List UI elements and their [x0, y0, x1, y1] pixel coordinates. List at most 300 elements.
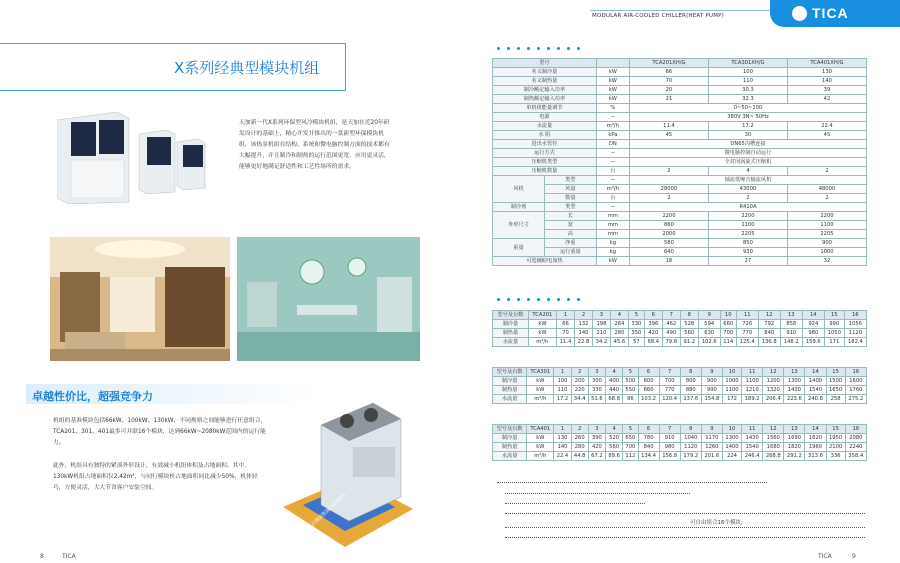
count-cell: 8 [680, 425, 701, 434]
value-cell: 91.2 [680, 338, 698, 347]
value-cell: 2240 [845, 443, 866, 452]
value-cell: 17.2 [708, 122, 787, 131]
row-label: 宽 [544, 221, 596, 230]
row-label: 类型 [544, 203, 596, 212]
value-cell: 910 [659, 434, 680, 443]
row-label: 风量 [544, 185, 596, 194]
value-cell: 990 [701, 386, 722, 395]
count-cell: 7 [659, 368, 680, 377]
count-cell: 16 [844, 311, 866, 320]
value-cell: 154.8 [701, 395, 722, 404]
value-cell: 291.2 [784, 452, 805, 461]
row-group-label: 制冷剂 [493, 203, 545, 212]
value-cell: 1430 [742, 434, 763, 443]
count-cell: 13 [784, 425, 805, 434]
row-label: 压缩机数量 [493, 167, 597, 176]
row-group-label: 外形尺寸 [493, 212, 545, 239]
value-cell: 206.4 [763, 395, 784, 404]
value-cell: 1540 [742, 443, 763, 452]
value-cell: 34.4 [571, 395, 588, 404]
value-cell: 171 [824, 338, 844, 347]
value-cell: 22.8 [575, 338, 593, 347]
unit-cell: kW [527, 377, 554, 386]
dotted-rule [505, 513, 865, 514]
count-cell: 2 [571, 425, 588, 434]
row-label: 水 阻 [493, 131, 597, 140]
combo-row-cool [493, 434, 867, 443]
value-cell: 179.2 [680, 452, 701, 461]
value-cell: 520 [606, 434, 623, 443]
value-cell: 轴流低噪音输流风机 [629, 176, 866, 185]
value-cell: 420 [588, 443, 605, 452]
value-cell: 600 [638, 377, 659, 386]
count-cell: 14 [802, 311, 824, 320]
combo-table-tca201 [492, 310, 867, 347]
value-cell: 500 [623, 377, 638, 386]
value-cell: 11.4 [629, 122, 708, 131]
table-header-row [493, 59, 867, 68]
row-label: 长 [544, 212, 596, 221]
footprint-illustration [283, 397, 413, 547]
value-cell: 1056 [844, 320, 866, 329]
row-label: 制热量 [493, 443, 527, 452]
value-cell: 1820 [805, 434, 826, 443]
row-label: 水流量 [493, 338, 529, 347]
value-cell: 28000 [629, 185, 708, 194]
value-cell: 140 [575, 329, 593, 338]
value-cell: 1650 [826, 386, 845, 395]
dot-divider [497, 47, 580, 51]
value-cell: 22.4 [554, 452, 571, 461]
row-label: 制冷量 [493, 434, 527, 443]
header-cell: TCA401XH/G [787, 59, 866, 68]
table-row [493, 239, 867, 248]
count-cell: 6 [638, 368, 659, 377]
combo-header-row [493, 311, 867, 320]
row-label: 运行方式 [493, 149, 597, 158]
value-cell: 726 [736, 320, 758, 329]
corner-cell: 型号及台数 [493, 368, 527, 377]
value-cell: 2 [629, 194, 708, 203]
value-cell: 850 [708, 239, 787, 248]
value-cell: 68.4 [644, 338, 662, 347]
count-cell: 9 [701, 368, 722, 377]
value-cell: 156.8 [659, 452, 680, 461]
count-cell: 11 [742, 425, 763, 434]
value-cell: 900 [701, 377, 722, 386]
value-cell: 528 [680, 320, 698, 329]
count-cell: 14 [805, 425, 826, 434]
unit-cell: m³/h [527, 395, 554, 404]
row-label: 运行重量 [544, 248, 596, 257]
value-cell: 1260 [701, 443, 722, 452]
value-cell: 420 [644, 329, 662, 338]
value-cell: 30 [708, 131, 787, 140]
value-cell: 840 [758, 329, 780, 338]
combo-header-row [493, 425, 867, 434]
value-cell: 630 [698, 329, 720, 338]
value-cell: 330 [588, 386, 605, 395]
table-row [493, 140, 867, 149]
value-cell: 700 [659, 377, 680, 386]
value-cell: 780 [638, 434, 659, 443]
value-cell: 1760 [845, 386, 866, 395]
combo-row-water [493, 338, 867, 347]
value-cell: 43000 [708, 185, 787, 194]
unit-cell: kW [596, 95, 629, 104]
count-cell: 5 [623, 368, 638, 377]
dot-divider-2 [497, 298, 580, 302]
value-cell: 2200 [708, 212, 787, 221]
value-cell: 400 [606, 377, 623, 386]
count-cell: 4 [606, 425, 623, 434]
value-cell: 560 [606, 443, 623, 452]
value-cell: 130 [787, 68, 866, 77]
row-label: 制热量 [493, 329, 529, 338]
value-cell: 4 [708, 167, 787, 176]
row-label: 水流量 [493, 395, 527, 404]
dotted-rule [505, 527, 865, 528]
value-cell: 86 [623, 395, 638, 404]
value-cell: 980 [659, 443, 680, 452]
header-cell: 型号 [493, 59, 597, 68]
table-row [493, 68, 867, 77]
paragraph-footprint: 此外，机组具有独特的紧凑外形设计，有效减小机组体积及占地面积。其中，130kW机组占地面积仅2.42m²，与同行模块机占地面积同比减少50%，机体轻巧，方便灵活，大大节省客户安装空间。 [53, 463, 258, 491]
value-cell: 358.4 [845, 452, 866, 461]
value-cell: 2 [629, 167, 708, 176]
count-cell: 12 [763, 425, 784, 434]
footer-brand-right: TICA [818, 553, 832, 560]
value-cell: 490 [662, 329, 680, 338]
table-row [493, 167, 867, 176]
count-cell: 4 [606, 368, 623, 377]
value-cell: 1300 [722, 434, 741, 443]
value-cell: 110 [708, 77, 787, 86]
count-cell: 14 [805, 368, 826, 377]
row-label: 可选辅助电加热 [493, 257, 597, 266]
spec-table [492, 58, 867, 266]
count-cell: 5 [628, 311, 644, 320]
row-label: 制冷量 [493, 377, 527, 386]
count-cell: 16 [845, 425, 866, 434]
unit-cell: − [596, 149, 629, 158]
unit-cell: m³/h [596, 122, 629, 131]
value-cell: 130 [554, 434, 571, 443]
unit-cell: % [596, 104, 629, 113]
count-cell: 1 [554, 368, 571, 377]
value-cell: 1320 [763, 386, 784, 395]
value-cell: 980 [802, 329, 824, 338]
table-row [493, 104, 867, 113]
unit-cell: kW [527, 434, 554, 443]
combo-table-tca301 [492, 367, 867, 404]
value-cell: 1560 [763, 434, 784, 443]
combo-row-heat [493, 329, 867, 338]
value-cell: 51.6 [588, 395, 605, 404]
page-title: X系列经典型模块机组 [174, 59, 320, 77]
row-label: 数量 [544, 194, 596, 203]
value-cell: 224 [722, 452, 741, 461]
count-cell: 10 [722, 368, 741, 377]
value-cell: 18 [629, 257, 708, 266]
value-cell: 66 [629, 68, 708, 77]
value-cell: R410A [629, 203, 866, 212]
count-cell: 3 [588, 368, 605, 377]
count-cell: 2 [575, 311, 593, 320]
table-row [493, 194, 867, 203]
header-cell: TCA301XH/G [708, 59, 787, 68]
value-cell: 1000 [787, 248, 866, 257]
count-cell: 10 [720, 311, 736, 320]
value-cell: 1120 [680, 443, 701, 452]
value-cell: 1960 [805, 443, 826, 452]
value-cell: 148.2 [780, 338, 802, 347]
value-cell: 2080 [845, 434, 866, 443]
value-cell: 990 [824, 320, 844, 329]
count-cell: 15 [826, 425, 845, 434]
table-row [493, 203, 867, 212]
model-cell: TCA201 [528, 311, 556, 320]
dotted-rule [505, 493, 690, 494]
value-cell: 260 [571, 434, 588, 443]
unit-cell: kPa [596, 131, 629, 140]
value-cell: 140 [787, 77, 866, 86]
value-cell: 700 [720, 329, 736, 338]
logo-mark-icon [792, 6, 807, 21]
value-cell: 1100 [722, 386, 741, 395]
value-cell: 172 [722, 395, 741, 404]
value-cell: 1300 [784, 377, 805, 386]
count-cell: 15 [826, 368, 845, 377]
row-label: 制冷量 [493, 320, 529, 329]
value-cell: 70 [629, 77, 708, 86]
intro-paragraph: 天加新一代X系列环保型风冷模块机组，是天加在近20年研发设计的基础上，精心开发并推出的一款新型环保模块机组，该热泵机组在结构、系统和微电脑控制方面的技术都有大幅提升，并且制冷和制热的运行范围更宽，应用更灵活，能够更好地满足舒适性和工艺性场所的需求。 [239, 120, 390, 170]
footer-brand-left: TICA [62, 553, 76, 560]
count-cell: 15 [824, 311, 844, 320]
unit-cell: kW [596, 257, 629, 266]
value-cell: 1820 [784, 443, 805, 452]
row-label: 净重 [544, 239, 596, 248]
value-cell: 840 [638, 443, 659, 452]
value-cell: 137.6 [680, 395, 701, 404]
count-cell: 8 [680, 311, 698, 320]
value-cell: 67.2 [588, 452, 605, 461]
page-number-right: 9 [852, 553, 856, 560]
row-label: 名义制冷量 [493, 68, 597, 77]
value-cell: 594 [698, 320, 720, 329]
count-cell: 11 [742, 368, 763, 377]
row-label: 进出水管径 [493, 140, 597, 149]
dotted-rule [505, 503, 645, 504]
combo-table-tca401 [492, 424, 867, 461]
value-cell: 200 [571, 377, 588, 386]
table-row [493, 122, 867, 131]
table-row [493, 77, 867, 86]
value-cell: 1120 [844, 329, 866, 338]
unit-cell: DN [596, 140, 629, 149]
value-cell: 660 [720, 320, 736, 329]
value-cell: 0~50~100 [629, 104, 866, 113]
row-group-label: 风机 [493, 176, 545, 203]
row-label: 名义制热量 [493, 77, 597, 86]
row-label: 类型 [544, 176, 596, 185]
table-row [493, 248, 867, 257]
value-cell: 1170 [701, 434, 722, 443]
count-cell: 5 [623, 425, 638, 434]
value-cell: 640 [629, 248, 708, 257]
value-cell: 1500 [826, 377, 845, 386]
count-cell: 12 [763, 368, 784, 377]
value-cell: 580 [629, 239, 708, 248]
value-cell: 1540 [805, 386, 826, 395]
value-cell: 198 [592, 320, 610, 329]
count-cell: 2 [571, 368, 588, 377]
value-cell: 100 [708, 68, 787, 77]
page-number-left: 8 [40, 553, 44, 560]
unit-cell: kW [596, 68, 629, 77]
value-cell: 1210 [742, 386, 763, 395]
count-cell: 3 [592, 311, 610, 320]
value-cell: 45.6 [610, 338, 628, 347]
value-cell: 11.4 [557, 338, 575, 347]
value-cell: 800 [680, 377, 701, 386]
value-cell: 280 [571, 443, 588, 452]
value-cell: 48000 [787, 185, 866, 194]
row-label: 电源 [493, 113, 597, 122]
value-cell: 112 [623, 452, 638, 461]
count-cell: 7 [659, 425, 680, 434]
value-cell: 440 [606, 386, 623, 395]
table-row [493, 113, 867, 122]
value-cell: 2200 [787, 212, 866, 221]
value-cell: 1430 [784, 386, 805, 395]
value-cell: 136.8 [758, 338, 780, 347]
value-cell: DN65沟槽连接 [629, 140, 866, 149]
value-cell: 220 [571, 386, 588, 395]
value-cell: 240.8 [805, 395, 826, 404]
model-cell: TCA301 [527, 368, 554, 377]
value-cell: 134.4 [638, 452, 659, 461]
combo-row-cool [493, 377, 867, 386]
value-cell: 2 [708, 194, 787, 203]
value-cell: 880 [680, 386, 701, 395]
table-row [493, 131, 867, 140]
table-row [493, 185, 867, 194]
table-row [493, 95, 867, 104]
count-cell: 9 [701, 425, 722, 434]
header-rule [590, 10, 770, 11]
combo-row-heat [493, 386, 867, 395]
combo-row-cool [493, 320, 867, 329]
value-cell: 201.6 [701, 452, 722, 461]
value-cell: 268.8 [763, 452, 784, 461]
value-cell: 550 [623, 386, 638, 395]
unit-cell: kg [596, 239, 629, 248]
unit-cell: kW [596, 86, 629, 95]
value-cell: 132 [575, 320, 593, 329]
value-cell: 330 [628, 320, 644, 329]
value-cell: 1000 [722, 377, 741, 386]
count-cell: 11 [736, 311, 758, 320]
value-cell: 336 [826, 452, 845, 461]
value-cell: 182.4 [844, 338, 866, 347]
value-cell: 1100 [742, 377, 763, 386]
lobby-photo [50, 237, 230, 361]
table-row [493, 149, 867, 158]
unit-cell: mm [596, 221, 629, 230]
count-cell: 6 [638, 425, 659, 434]
header-title: MODULAR AIR-COOLED CHILLER(HEAT PUMP) [592, 13, 725, 19]
value-cell: 792 [758, 320, 780, 329]
count-cell: 7 [662, 311, 680, 320]
count-cell: 16 [845, 368, 866, 377]
value-cell: 2205 [708, 230, 787, 239]
value-cell: 1690 [784, 434, 805, 443]
row-label: 水流量 [493, 452, 527, 461]
combo-row-heat [493, 443, 867, 452]
row-label: 制热额定输入功率 [493, 95, 597, 104]
value-cell: 17.2 [554, 395, 571, 404]
row-group-label: 重量 [493, 239, 545, 257]
count-cell: 4 [610, 311, 628, 320]
combo-header-row [493, 368, 867, 377]
value-cell: 44.8 [571, 452, 588, 461]
corner-cell: 型号及台数 [493, 425, 527, 434]
value-cell: 858 [780, 320, 802, 329]
value-cell: 102.6 [698, 338, 720, 347]
model-cell: TCA401 [527, 425, 554, 434]
value-cell: 2 [787, 194, 866, 203]
count-cell: 9 [698, 311, 720, 320]
operating-room-photo [237, 237, 420, 361]
unit-cell: kW [528, 320, 556, 329]
unit-cell: m³/h [527, 452, 554, 461]
table-row [493, 230, 867, 239]
value-cell: 22.4 [787, 122, 866, 131]
value-cell: 89.6 [606, 452, 623, 461]
unit-cell: m³/h [596, 185, 629, 194]
value-cell: 1100 [708, 221, 787, 230]
value-cell: 103.2 [638, 395, 659, 404]
value-cell: 114 [720, 338, 736, 347]
value-cell: 660 [638, 386, 659, 395]
value-cell: 380V 3N~ 50Hz [629, 113, 866, 122]
value-cell: 120.4 [659, 395, 680, 404]
value-cell: 79.8 [662, 338, 680, 347]
count-cell: 13 [784, 368, 805, 377]
value-cell: 770 [659, 386, 680, 395]
header-cell: TCA201XH/G [629, 59, 708, 68]
value-cell: 280 [610, 329, 628, 338]
table-row [493, 221, 867, 230]
paragraph-modules: 机组的基准模块包括66kW、100kW、130kW，不同规格之间能够进行任意组合，TCA201、301、401最多可并联16个模块，达到66kW~2080kW范围内的运行能力。 [53, 418, 267, 446]
value-cell: 1040 [680, 434, 701, 443]
table-row [493, 257, 867, 266]
row-label: 压缩机类型 [493, 158, 597, 167]
value-cell: 1950 [826, 434, 845, 443]
value-cell: 2 [787, 167, 866, 176]
combo-note: 可自由组合16个模块; [690, 520, 743, 526]
value-cell: 21 [629, 95, 708, 104]
dotted-rule [505, 537, 865, 538]
value-cell: 650 [623, 434, 638, 443]
row-label: 单机组能量调节 [493, 104, 597, 113]
value-cell: 700 [623, 443, 638, 452]
section-subtitle: 卓越性价比，超强竞争力 [32, 390, 153, 403]
value-cell: 100 [554, 377, 571, 386]
count-cell: 6 [644, 311, 662, 320]
value-cell: 125.4 [736, 338, 758, 347]
